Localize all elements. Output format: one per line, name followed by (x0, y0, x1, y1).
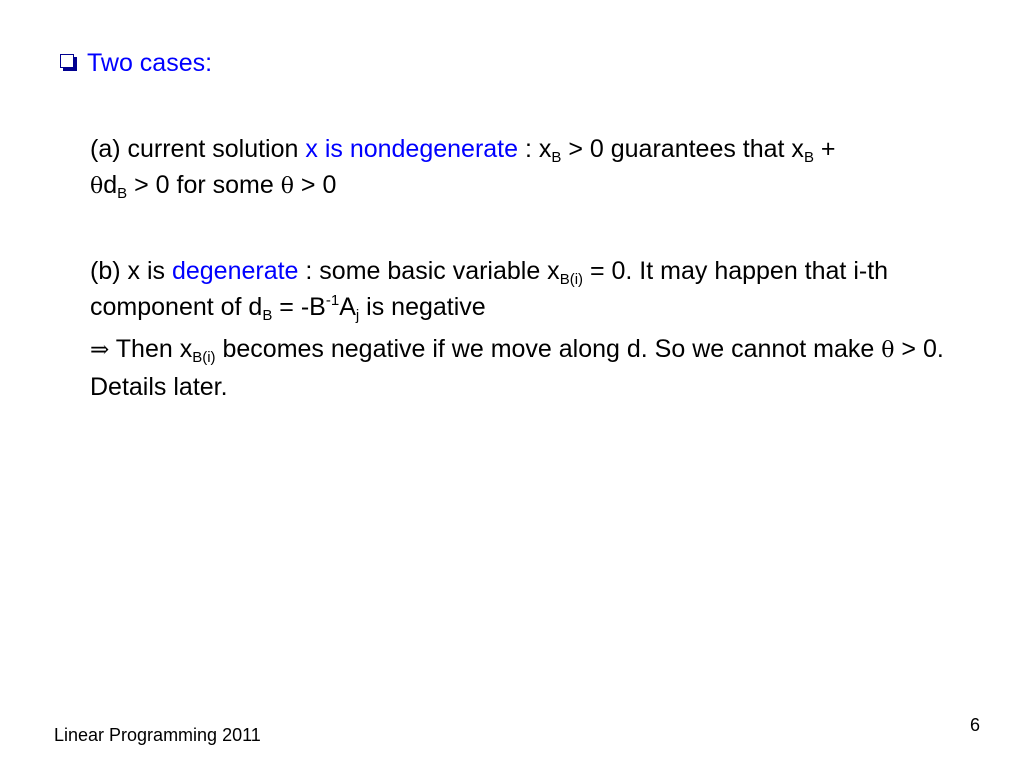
case-b-sub-2: B (262, 307, 273, 324)
case-b-text-3: = -B (272, 293, 326, 321)
case-a-text-5: > 0 for some (127, 171, 281, 199)
consequence-text-2: becomes negative if we move along d. So we cannot make (215, 335, 882, 363)
case-a-prefix: (a) current solution (90, 135, 306, 163)
slide-heading (60, 46, 212, 80)
case-b-sub-1: B(i) (559, 271, 584, 288)
case-a-text-4: d (103, 171, 118, 199)
footer-title: Linear Programming 2011 (54, 725, 261, 745)
case-b-sup-1: -1 (325, 292, 340, 309)
case-a-text-2: > 0 guarantees that x (561, 135, 804, 163)
theta-symbol: θ (280, 174, 294, 199)
case-b-highlight: degenerate (171, 257, 299, 285)
case-a-text-1: : x (518, 135, 552, 163)
case-b-sub-3: j (355, 307, 360, 324)
page-number: 6 (969, 715, 980, 735)
checkbox-icon (60, 54, 78, 72)
theta-symbol: θ (90, 174, 104, 199)
consequence-text-1: Then x (109, 335, 193, 363)
consequence-text-3: > 0. Details later. (90, 335, 944, 401)
case-a-text-3: + (813, 135, 836, 163)
case-a-sub-1: B (551, 149, 562, 166)
implies-arrow-icon: ⇒ (90, 337, 110, 363)
heading-text: Two cases: (87, 49, 213, 77)
case-b-text-1: : some basic variable x (298, 257, 560, 285)
consequence-paragraph (90, 331, 970, 405)
case-a-sub-3: B (117, 185, 128, 202)
case-b-text-4: A (339, 293, 356, 321)
case-a-text-6: > 0 (293, 171, 337, 199)
case-b-paragraph (90, 253, 970, 325)
case-a-sub-2: B (803, 149, 814, 166)
case-b-text-2: = 0. It may happen that i-th component of d (90, 257, 889, 321)
theta-symbol: θ (881, 338, 895, 363)
case-a-paragraph (90, 131, 970, 205)
consequence-sub-1: B(i) (192, 349, 216, 366)
case-b-text-5: is negative (359, 293, 486, 321)
case-a-highlight: x is nondegenerate (305, 135, 519, 163)
case-b-prefix: (b) x is (90, 257, 172, 285)
